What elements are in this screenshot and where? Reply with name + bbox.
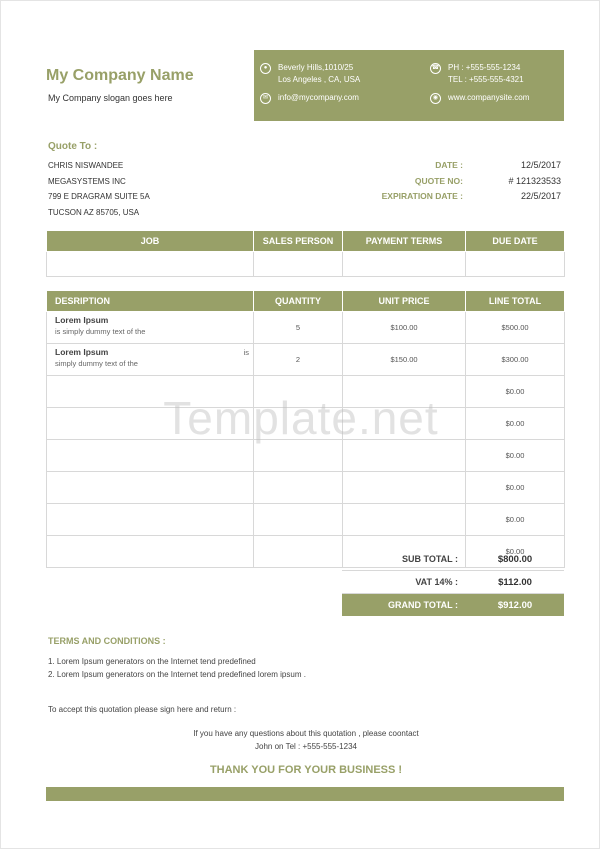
address-line2: Los Angeles , CA, USA (278, 75, 361, 84)
address-line1: Beverly Hills,1010/25 (278, 63, 354, 72)
quantity-cell[interactable] (254, 472, 343, 504)
job-header: JOB (47, 231, 254, 252)
date-value: 12/5/2017 (520, 160, 561, 170)
description-cell[interactable] (47, 312, 254, 344)
line-total-header: LINE TOTAL (466, 291, 565, 312)
footer-bar (46, 787, 564, 801)
payment-terms-cell[interactable] (343, 252, 466, 277)
client-city: TUCSON AZ 85705, USA (48, 207, 140, 217)
quote-to-title: Quote To : (48, 141, 98, 152)
quantity-header: QUANTITY (254, 291, 343, 312)
address-item (260, 62, 360, 86)
grand-total-value: $912.00 (497, 599, 533, 611)
watermark: Template.net (163, 392, 439, 444)
unit-price-cell[interactable]: $100.00 (343, 312, 466, 344)
expiration-value: 22/5/2017 (520, 191, 561, 201)
quote-meta (363, 158, 561, 205)
description-cell[interactable] (47, 504, 254, 536)
expiration-label: EXPIRATION DATE : (381, 191, 463, 201)
table-row (47, 344, 565, 376)
client-block (48, 158, 150, 220)
job-table (46, 231, 565, 277)
description-header: DESRIPTION (47, 291, 254, 312)
client-company: MEGASYSTEMS INC (48, 176, 126, 186)
email-icon: ✉ (260, 93, 271, 104)
item-description: is simply dummy text of the (55, 327, 146, 336)
quote-no-label: QUOTE NO: (414, 175, 463, 186)
questions-line1: If you have any questions about this quotation , please coontact (193, 729, 419, 738)
accept-text: To accept this quotation please sign here and return : (48, 705, 237, 714)
company-tel: TEL : +555-555-4321 (448, 75, 524, 84)
line-total-cell: $0.00 (466, 536, 565, 568)
vat-value: $112.00 (498, 576, 532, 588)
phone-icon: ☎ (430, 63, 441, 74)
grand-total-label: GRAND TOTAL : (388, 600, 458, 610)
subtotal-value: $800.00 (497, 553, 533, 565)
subtotal-label: SUB TOTAL : (402, 554, 458, 564)
website-item (430, 92, 529, 104)
due-date-cell[interactable] (466, 252, 565, 277)
company-phone: PH : +555-555-1234 (448, 63, 521, 72)
sales-person-cell[interactable] (254, 252, 343, 277)
questions-line2: John on Tel : +555-555-1234 (255, 742, 357, 751)
thank-you-text: THANK YOU FOR YOUR BUSINESS ! (209, 764, 403, 776)
location-icon: ● (260, 63, 271, 74)
quote-no-value: # 121323533 (508, 175, 561, 186)
terms-item: 2. Lorem Ipsum generators on the Internet tend predefined lorem ipsum . (48, 670, 306, 679)
questions-block (1, 727, 600, 753)
unit-price-cell[interactable] (343, 472, 466, 504)
grand-total-row (342, 594, 564, 616)
company-email[interactable]: info@mycompany.com (278, 93, 359, 102)
item-description: simply dummy text of the (55, 359, 138, 368)
unit-price-cell[interactable] (343, 504, 466, 536)
email-item (260, 92, 359, 104)
table-row (47, 312, 565, 344)
quantity-cell[interactable] (254, 536, 343, 568)
company-name: My Company Name (46, 67, 194, 84)
table-row (47, 504, 565, 536)
phone-item (430, 62, 524, 86)
terms-title: TERMS AND CONDITIONS : (48, 636, 166, 646)
description-cell[interactable] (47, 472, 254, 504)
description-cell[interactable] (47, 536, 254, 568)
totals-block (342, 548, 564, 616)
vat-row (342, 571, 564, 594)
sales-person-header: SALES PERSON (254, 231, 343, 252)
quantity-cell[interactable]: 2 (254, 344, 343, 376)
client-name: CHRIS NISWANDEE (48, 161, 124, 170)
client-street: 799 E DRAGRAM SUITE 5A (48, 192, 150, 201)
table-row (47, 472, 565, 504)
contact-box (254, 50, 564, 121)
date-label: DATE : (435, 160, 463, 170)
item-side-text: is (243, 348, 249, 357)
company-website[interactable]: www.companysite.com (448, 93, 530, 102)
due-date-header: DUE DATE (466, 231, 565, 252)
line-total-cell: $500.00 (466, 312, 565, 344)
company-slogan: My Company slogan goes here (48, 93, 173, 103)
item-title: Lorem Ipsum (55, 347, 109, 357)
quantity-cell[interactable] (254, 504, 343, 536)
line-total-cell: $300.00 (466, 344, 565, 376)
quantity-cell[interactable]: 5 (254, 312, 343, 344)
description-cell[interactable] (47, 344, 254, 376)
unit-price-cell[interactable]: $150.00 (343, 344, 466, 376)
line-total-cell: $0.00 (466, 472, 565, 504)
unit-price-header: UNIT PRICE (343, 291, 466, 312)
globe-icon: ◉ (430, 93, 441, 104)
terms-item: 1. Lorem Ipsum generators on the Internet tend predefined (48, 657, 256, 666)
subtotal-row (342, 548, 564, 571)
payment-terms-header: PAYMENT TERMS (343, 231, 466, 252)
terms-list (48, 655, 306, 681)
line-total-cell: $0.00 (466, 440, 565, 472)
job-cell[interactable] (47, 252, 254, 277)
line-total-cell: $0.00 (466, 376, 565, 408)
line-total-cell: $0.00 (466, 504, 565, 536)
line-total-cell: $0.00 (466, 408, 565, 440)
item-title: Lorem Ipsum (55, 315, 109, 325)
vat-label: VAT 14% : (415, 577, 458, 587)
